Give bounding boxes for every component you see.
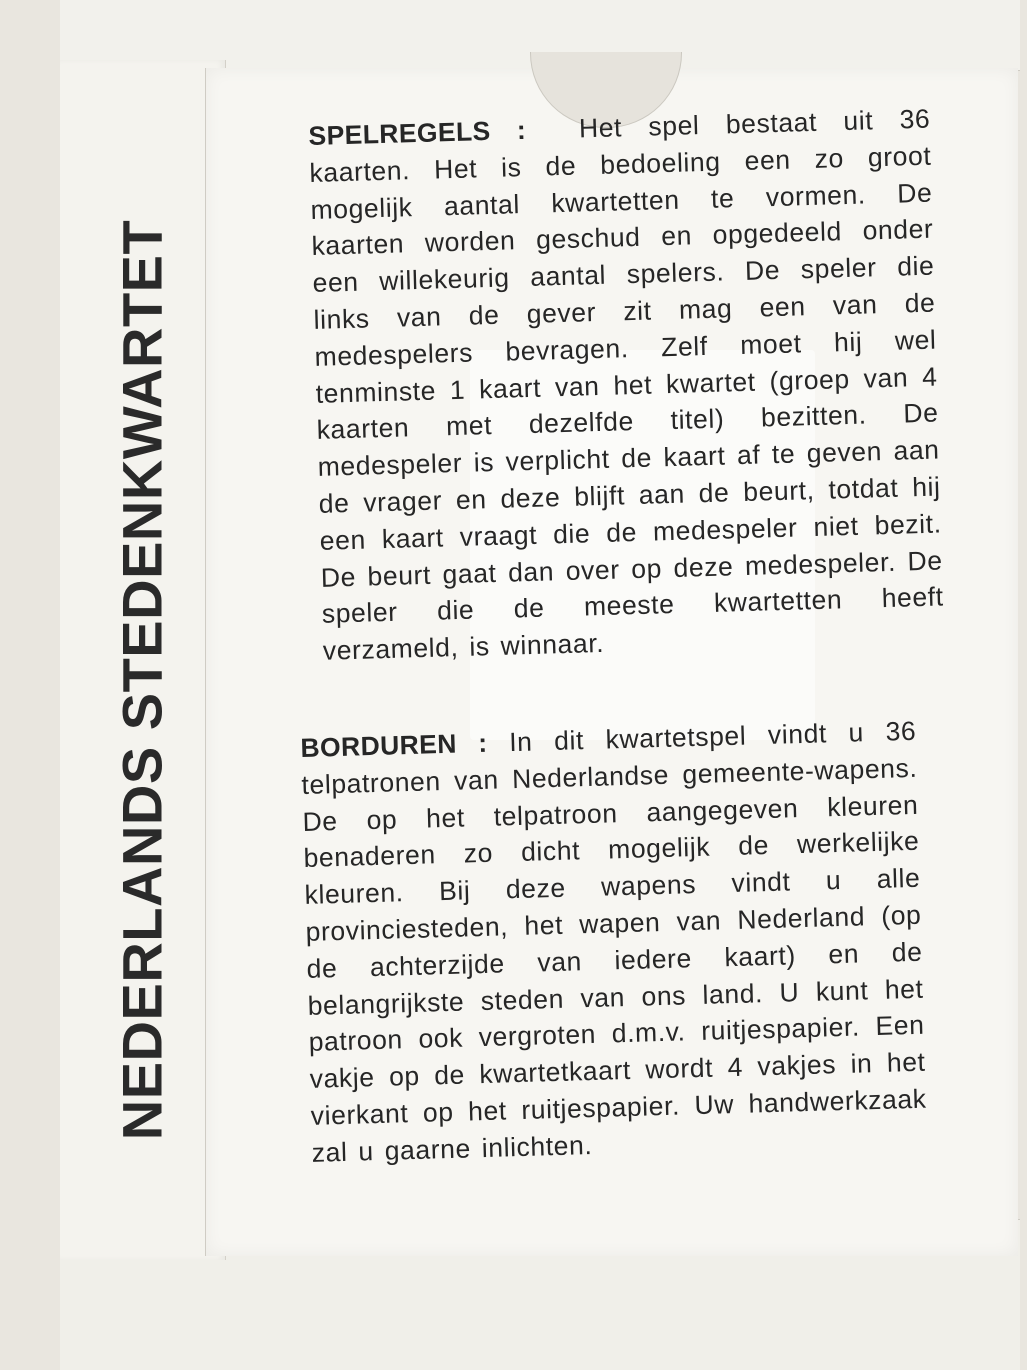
rules-section — [308, 101, 945, 670]
rules-heading: SPELREGELS : — [308, 114, 527, 151]
borders-section — [300, 713, 928, 1172]
rules-text: Het spel bestaat uit 36 kaarten. Het is de bedoeling een zo groot mogelijk aantal kwartetten te vormen. De kaarten worden geschud en opgedeeld onder een willekeurig aantal spelers. De speler die links van de gever zit mag een van de medespelers bevragen. Zelf moet hij wel tenminste 1 kaart van het kwartet (groep van 4 kaarten met dezelfde titel) bezitten. De medespeler is verplicht de kaart af te geven aan de vrager en deze blijft aan de beurt, totdat hij een kaart vraagt die de medespeler niet bezit. De beurt gaat dan over op deze medespeler. De speler die de meeste kwartetten heeft verzameld, is winnaar. — [309, 103, 945, 666]
borders-text: In dit kwartetspel vindt u 36 telpatronen van Nederlandse gemeente-wapens. De op het telpatroon aangegeven kleuren benaderen zo dicht mogelijk de werkelijke kleuren. Bij deze wapens vindt u alle provinciesteden, het wapen van Nederland (op de achterzijde van iedere kaart) en de belangrijkste steden van ons land. U kunt het patroon ook vergroten d.m.v. ruitjespapier. Een vakje op de kwartetkaart wordt 4 vakjes in het vierkant op het ruitjespapier. Uw handwerkzaak zal u gaarne inlichten. — [301, 715, 927, 1168]
borders-paragraph — [300, 713, 928, 1172]
rules-paragraph — [308, 101, 945, 670]
borders-heading: BORDUREN : — [300, 727, 488, 763]
spine-title: NEDERLANDS STEDENKWARTET — [110, 219, 174, 1141]
